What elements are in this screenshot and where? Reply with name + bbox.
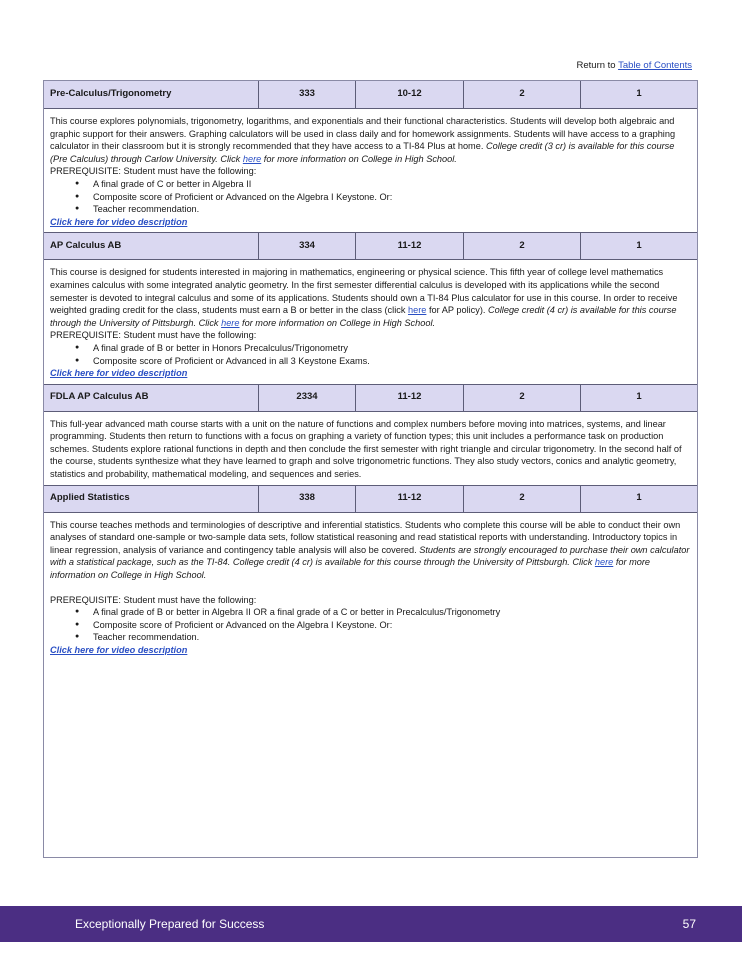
college-credit-note-end: for more information on College in High School.	[242, 317, 436, 328]
course-credits: 2	[464, 233, 581, 259]
description-text: This full-year advanced math course starts with a unit on the nature of functions and complex numbers before moving into matrices, systems, and linear programming. Students then return to functions with a focus on graphing a variety of function types; this unit includes a performance task on production schemes. Students explore rational functions in depth and then conclude the first semester with right triangle and circular trigonometry. In the second half of the course, students synthesize what they have learned to graph and solve trigonometric functions. They also study vectors, conics and analytic geometry, statistics and probability, mathematical modeling, and sequences and series.	[50, 418, 682, 480]
return-to-toc	[577, 60, 692, 73]
prerequisite-list	[50, 178, 691, 216]
ap-policy-link[interactable]: here	[407, 305, 427, 316]
course-number: 338	[259, 486, 356, 512]
college-info-link[interactable]: here	[242, 153, 262, 164]
video-description-link[interactable]: Click here for video description	[50, 645, 188, 655]
prerequisite-item: ● Composite score of Proficient or Advanced in all 3 Keystone Exams.	[93, 355, 691, 368]
course-number: 334	[259, 233, 356, 259]
course-credits: 2	[464, 385, 581, 411]
prerequisite-item: ● Composite score of Proficient or Advanced on the Algebra I Keystone. Or:	[93, 619, 691, 632]
course-header-row	[44, 232, 697, 260]
course-level: 1	[636, 391, 642, 403]
course-credits: 2	[464, 81, 581, 108]
course-name: Applied Statistics	[44, 486, 259, 512]
course-table	[43, 80, 698, 858]
prerequisite-item: ● A final grade of B or better in Honors Precalculus/Trigonometry	[93, 342, 691, 355]
calculator-note: Students are strongly encouraged to purchase their own calculator with a statistical package, such as the TI-84.	[50, 544, 690, 568]
description-text: This course explores polynomials, trigonometry, logarithms, and exponentials and their functional characteristics. Students will develop both algebraic and graphic support for their answers. Graphing calculators will be used in class daily and for homework assignments. Students will have access to a graphing calculator in their classroom but it is strongly recommended that they have access to a TI-84 Plus at home.	[50, 116, 676, 152]
college-credit-note: College credit (4 cr) is available for this course through the University of Pittsburgh. Click	[50, 305, 677, 328]
college-credit-note-end: for more information on College in High School.	[50, 557, 651, 581]
college-info-link[interactable]: here	[221, 317, 240, 328]
course-header-row	[44, 81, 697, 109]
prerequisite-item: ● Teacher recommendation.	[93, 203, 691, 216]
course-level: 1	[636, 88, 642, 100]
prerequisite-label: PREREQUISITE: Student must have the following:	[50, 594, 257, 605]
course-header-row	[44, 384, 697, 412]
course-header-row	[44, 485, 697, 513]
college-credit-note: College credit (3 cr) is available for this course (Pre Calculus) through Carlow University. Click	[50, 141, 675, 164]
course-name: AP Calculus AB	[44, 233, 259, 259]
page-number: 57	[682, 916, 696, 931]
prerequisite-label: PREREQUISITE: Student must have the following:	[50, 330, 257, 341]
college-credit-note: College credit (4 cr) is available for this course through the University of Pittsburgh. Click	[232, 557, 593, 568]
footer-bar	[0, 906, 742, 942]
video-description-link[interactable]: Click here for video description	[50, 368, 188, 379]
footer-tagline: Exceptionally Prepared for Success	[75, 916, 265, 931]
prerequisite-item: ● Composite score of Proficient or Advanced on the Algebra I Keystone. Or:	[93, 191, 691, 204]
course-number: 333	[259, 81, 356, 108]
prerequisite-list	[50, 342, 691, 367]
prerequisite-item: ● Teacher recommendation.	[93, 631, 691, 644]
course-level: 1	[636, 492, 642, 504]
prerequisite-list	[50, 606, 691, 644]
description-text: This course is designed for students interested in majoring in mathematics, engineering or physical science. This fifth year of college level mathematics examines calculus with some integrated analytic geometry. In the first semester differential calculus is developed with its applications while the second semester is devoted to integral calculus and some of its applications. Students should own a TI-84 Plus calculator for use in this course. In order to receive weighted grading credit for the class, students must earn a B or better in the class (click	[50, 267, 678, 316]
table-of-contents-link[interactable]: Table of Contents	[618, 60, 692, 71]
description-text: This course teaches methods and terminologies of descriptive and inferential statistics. Students who complete this course will be able to conduct their own analyses of standard one-sample or two-sample data sets, follow statistical reasoning and read statistical reports with understanding. Introductory topics in linear regression, analysis of variance and contingency table analysis will also be covered.	[50, 519, 681, 555]
description-text-after-link: for AP policy).	[428, 305, 486, 316]
course-grades: 10-12	[356, 81, 464, 108]
course-number: 2334	[259, 385, 356, 411]
course-grades: 11-12	[356, 486, 464, 512]
course-description	[44, 260, 697, 383]
prerequisite-label: PREREQUISITE: Student must have the following:	[50, 166, 257, 177]
college-credit-note-end: for more information on College in High School.	[263, 153, 457, 164]
course-description	[44, 109, 697, 232]
prerequisite-item: ● A final grade of C or better in Algebra II	[93, 178, 691, 191]
spacer	[50, 582, 691, 594]
course-description	[44, 513, 697, 661]
course-description	[44, 412, 697, 485]
return-prefix: Return to	[576, 60, 616, 71]
prerequisite-item: ● A final grade of B or better in Algebra II OR a final grade of a C or better in Precalculus/Trigonometry	[93, 606, 691, 619]
course-credits: 2	[464, 486, 581, 512]
course-grades: 11-12	[356, 385, 464, 411]
course-name: Pre-Calculus/Trigonometry	[44, 81, 259, 108]
course-level: 1	[636, 240, 642, 252]
course-name: FDLA AP Calculus AB	[44, 385, 259, 411]
college-info-link[interactable]: here	[594, 557, 614, 568]
course-grades: 11-12	[356, 233, 464, 259]
video-description-link[interactable]: Click here for video description	[50, 216, 188, 227]
